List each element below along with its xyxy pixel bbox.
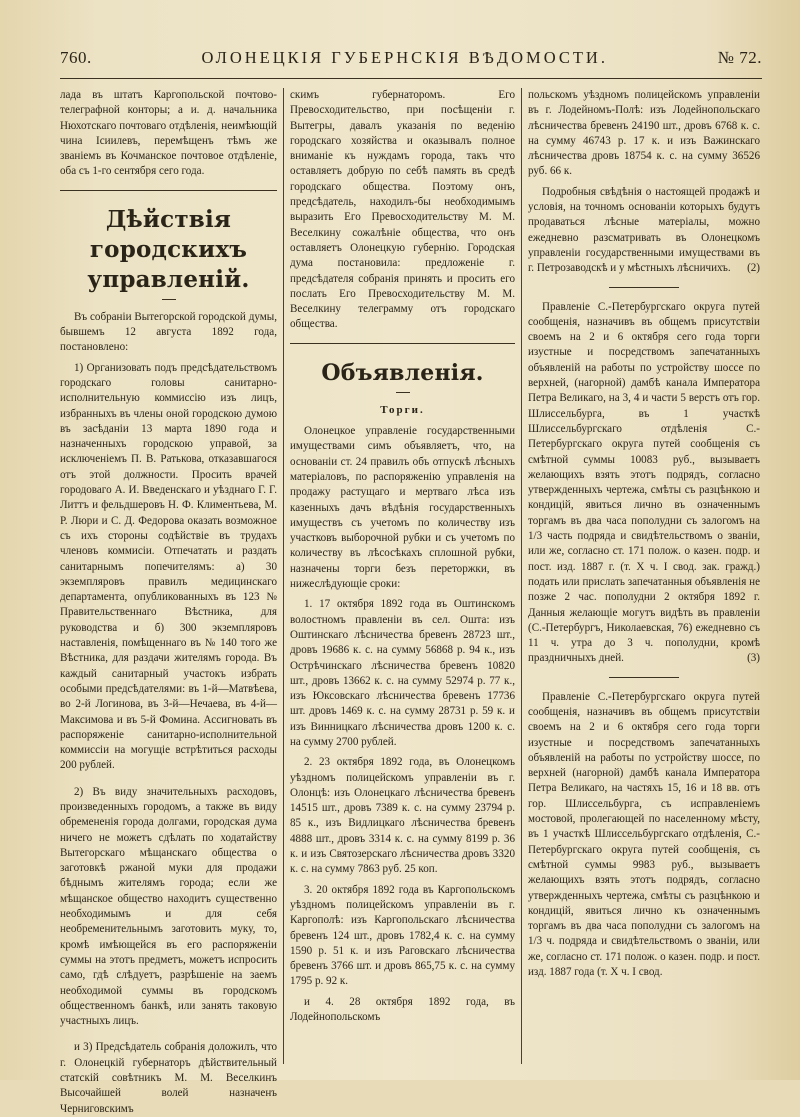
paragraph: Олонецкое управленіе государственными имуществами симъ объявляетъ, что, на основаніи ст. 24 правилъ объ отпускѣ лѣсныхъ матеріаловъ, по распоряженію управленія на продажу растущаго и мертваго лѣса изъ казенныхъ дачъ вѣдѣнія государственныхъ имуществъ съ учетомъ по количеству изъ участковъ выборочной рубки и съ учетомъ по количеству въ лѣсосѣкахъ сплошной рубки, назначены торги безъ переторжки, въ нижеслѣдующіе сроки: (290, 425, 515, 591)
separator (396, 392, 410, 393)
separator (290, 343, 515, 344)
column-3 (528, 88, 760, 1066)
paragraph-text: Правленіе С.-Петербургскаго округа путей сообщенія, назначивъ въ общемъ присутствіи своемъ на 2 и 6 октября сего года торги изустные и посредствомъ запечатанныхъ объявленій на работы по устройству шоссе по верхней, (нагорной) дамбѣ канала Императора Петра Великаго, на 3, 4 и части 5 верстъ отъ гор. Шлиссельбурга, въ 1 участкѣ Шлиссельбургскаго отдѣленія С.-Петербургскаго округа путей сообщенія съ смѣтной суммы 10083 руб., вызываетъ желающихъ взять этотъ подрядъ, согласно утвержденныхъ чертежа, смѣты съ разцѣнкою и кондицій, явиться лично въ означеннымъ торгамъ въ два часа пополудни съ залогомъ на 1/3 часть подряда и свидѣтельствомъ о званіи, или же, согласно ст. 171 полож. о казен. подр. и пост. изд. 1887 г. (т. X ч. I свод. зак. гражд.) подать или прислать запечатанныя объявленія не позже 2 час. пополудни 2 октября 1892 г. Данныя желающіе могутъ видѣть въ правленіи (С.-Петербургъ, Николаевская, 76) ежедневно съ 11 ч. утра до 3 ч. пополудни, кромѣ праздничныхъ дней. (528, 300, 760, 665)
separator (60, 190, 277, 191)
paragraph: 1. 17 октября 1892 года въ Оштинскомъ волостномъ правленіи въ сел. Ошта: изъ Оштинскаго лѣсничества бревенъ 28723 шт., дровъ 19686 к. с. на сумму 56868 р. 94 к., изъ Острѣчинскаго лѣсничества бревенъ 10820 шт., дровъ 13662 к. с. на сумму 52974 р. 77 к., изъ Юксовскаго лѣсничества бревенъ 17736 шт. дровъ 1469 к. с. на сумму 28731 р. 59 к. и изъ Винницкаго лѣсничества дровъ 1200 к. с. на сумму 2700 рублей. (290, 598, 515, 748)
paragraph: 3. 20 октября 1892 года въ Каргопольскомъ уѣздномъ полицейскомъ управленіи въ г. Каргополѣ: изъ Каргопольскаго лѣсничества бревенъ 124 шт., дровъ 1782,4 к. с. на сумму 1590 р. 51 к. и изъ Раговскаго лѣсничества бревенъ 3766 шт. и дровъ 865,75 к. с. на сумму 1795 р. 92 к. (290, 883, 515, 988)
paragraph (528, 185, 760, 277)
column-divider (521, 88, 522, 1064)
separator (609, 287, 679, 288)
column-divider (283, 88, 284, 1064)
paragraph-text: Подробныя свѣдѣнія о настоящей продажѣ и условія, на точномъ основаніи которыхъ будутъ продаваться лѣсные матеріалы, можно ежедневно разсматривать въ Олонецкомъ управленіи государственными имуществами въ г. Петрозаводскѣ и у мѣстныхъ лѣсничихъ. (528, 185, 760, 275)
paragraph: 2. 23 октября 1892 года, въ Олонецкомъ уѣздномъ полицейскомъ управленіи въ г. Олонцѣ: изъ Олонецкаго лѣсничества бревенъ 14515 шт., дровъ 7389 к. с. на сумму 23794 р. 85 к., изъ Видлицкаго лѣсничества бревенъ 4888 шт., дровъ 3314 к. с. на сумму 8199 р. 36 к. и изъ Святозерскаго лѣсничества дровъ 3320 к. с. на сумму 7863 руб. 25 коп. (290, 756, 515, 876)
subheading-auctions: Торги. (380, 403, 425, 416)
notice-mark: (2) (747, 262, 760, 275)
paragraph: польскомъ уѣздномъ полицейскомъ управленіи въ г. Лодейномъ-Полѣ: изъ Лодейнопольскаго лѣсничества бревенъ 24190 шт., дровъ 6768 к. с. на сумму 46743 р. 17 к. и изъ Важинскаго лѣсничества дровъ 18754 к. с. на сумму 36526 руб. 66 к. (528, 89, 760, 178)
column-1 (60, 88, 277, 1115)
section-title-announcements: Объявленія. (321, 359, 484, 386)
paragraph: 1) Организовать подъ предсѣдательствомъ городскаго головы санитарно-исполнительную коммиссію изъ лицъ, избранныхъ въ члены оной городскою думою въ засѣданіи 13 марта 1890 года и назначенныхъ городскою управой, за исключеніемъ П. В. Ратькова, отказавшагося отъ этой должности. Просить врачей городоваго А. И. Введенскаго и уѣзднаго Г. Г. Литтъ и фельдшеровъ Н. Ф. Климентьева, М. Р. Люри и С. Д. Федорова оказать возможное съ ихъ стороны содѣйствіе въ трудахъ членовъ коммисіи. Отпечатать и раздать санитарнымъ попечителямъ: а) 30 экземпляровъ правилъ медицинскаго департамента, опубликованныхъ въ 123 № Правительственнаго Вѣстника, для руководства и б) 300 экземпляровъ наставленія, помѣщеннаго въ № 140 того же Вѣстника, для раздачи жителямъ города. Въ каждый санитарный участокъ избрать особыми предсѣдателями: въ 1-й—Матвѣева, во 2-й Логинова, въ 3-й—Нечаева, въ 4-й—Максимова и въ 5-й Фомина. Ассигновать въ распоряженіе санитарно-исполнительной коммиссіи на могущіе встрѣтиться расходы 200 рублей. (60, 361, 277, 772)
page-header (60, 48, 762, 74)
section-title-city-administrations: Дѣйствія городскихъ управленій. (87, 205, 250, 293)
separator (162, 299, 176, 300)
newspaper-title: ОЛОНЕЦКІЯ ГУБЕРНСКІЯ ВѢДОМОСТИ. (201, 48, 608, 67)
separator (609, 677, 679, 678)
paragraph: лада въ штатъ Каргопольской почтово-телеграфной конторы; а и. д. начальника Нюхотскаго почтоваго отдѣленія, неимѣющій чина Ісиилевъ, перемѣщенъ тѣмъ же званіемъ въ Кочманское почтовое отдѣленіе, оба съ 1-го сентября сего года. (60, 89, 277, 178)
notice-mark: (3) (747, 652, 760, 665)
paragraph: и 4. 28 октября 1892 года, въ Лодейнопольскомъ (290, 995, 515, 1024)
paragraph: скимъ губернаторомъ. Его Превосходительство, при посѣщеніи г. Вытегры, давалъ указанія по веденію городскаго хозяйства и оказывалъ полное вниманіе къ нуждамъ города, такъ что оставляетъ добрую по себѣ память въ средѣ городскаго общества. Поэтому онъ, предсѣдатель, находилъ-бы необходимымъ выразить Его Превосходительству М. М. Веселкину сожалѣніе общества, что онъ оставляетъ Олонецкую губернію. Городская дума постановила: предложеніе г. предсѣдателя собранія принять и просить его послать Его Превосходительству М. М. Веселкину телеграмму отъ городскаго общества. (290, 89, 515, 331)
paragraph: и 3) Предсѣдатель собранія доложилъ, что г. Олонецкій губернаторъ дѣйствительный статскій совѣтникъ М. М. Веселкинъ Высочайшей волей назначенъ Черниговскимъ (60, 1041, 277, 1115)
paragraph: Въ собраніи Вытегорской городской думы, бывшемъ 12 августа 1892 года, постановлено: (60, 310, 277, 354)
paragraph (528, 300, 760, 667)
issue-number: № 72. (717, 48, 762, 67)
column-2 (290, 88, 515, 1066)
header-rule (60, 78, 762, 79)
paragraph: 2) Въ виду значительныхъ расходовъ, произведенныхъ городомъ, а также въ виду обремененія города долгами, городская дума ничего не можетъ сдѣлать по ходатайству Вытегорскаго мѣщанскаго общества о заготовкѣ ржаной муки для продажи бѣднымъ жителямъ города; если же мѣщанское общество находитъ существенно необходимымъ и для себя необременительнымъ заготовить муку, то, кромѣ имѣющейся въ его распоряженіи суммы на этотъ предметъ, можетъ испросить само, гдѣ слѣдуетъ, разрѣшеніе на заемъ необходимой суммы въ городскомъ общественномъ банкѣ, или занять таковую участныхъ лицъ. (60, 785, 277, 1028)
page-number: 760. (60, 48, 92, 67)
paragraph: Правленіе С.-Петербургскаго округа путей сообщенія, назначивъ въ общемъ присутствіи своемъ на 2 и 6 октября сего года торги изустные и посредствомъ запечатанныхъ объявленій на работы по устройству шоссе, по верхней (нагорной) дамбѣ канала Императора Петра Великаго, на частяхъ 15, 16 и 18 вв. отъ гор. Шлиссельбурга, съ исправленіемъ мостовой, пролегающей по населенному мѣсту, въ 1 участкѣ Шлиссельбургскаго отдѣленія, С.-Петербургскаго округа путей сообщенія, съ смѣтной суммы 9983 руб., вызываетъ желающихъ взять этотъ подрядъ, согласно утвержденныхъ чертежа, смѣты съ разцѣнкою и кондицій, явиться лично къ означеннымъ торгамъ въ два часа пополудни съ залогомъ на 1/3 ч. подряда и свидѣтельствомъ о званіи, или же, согласно ст. 171 полож. о казен. подр. и пост. изд. 1887 года (т. X ч. I свод. (528, 690, 760, 979)
